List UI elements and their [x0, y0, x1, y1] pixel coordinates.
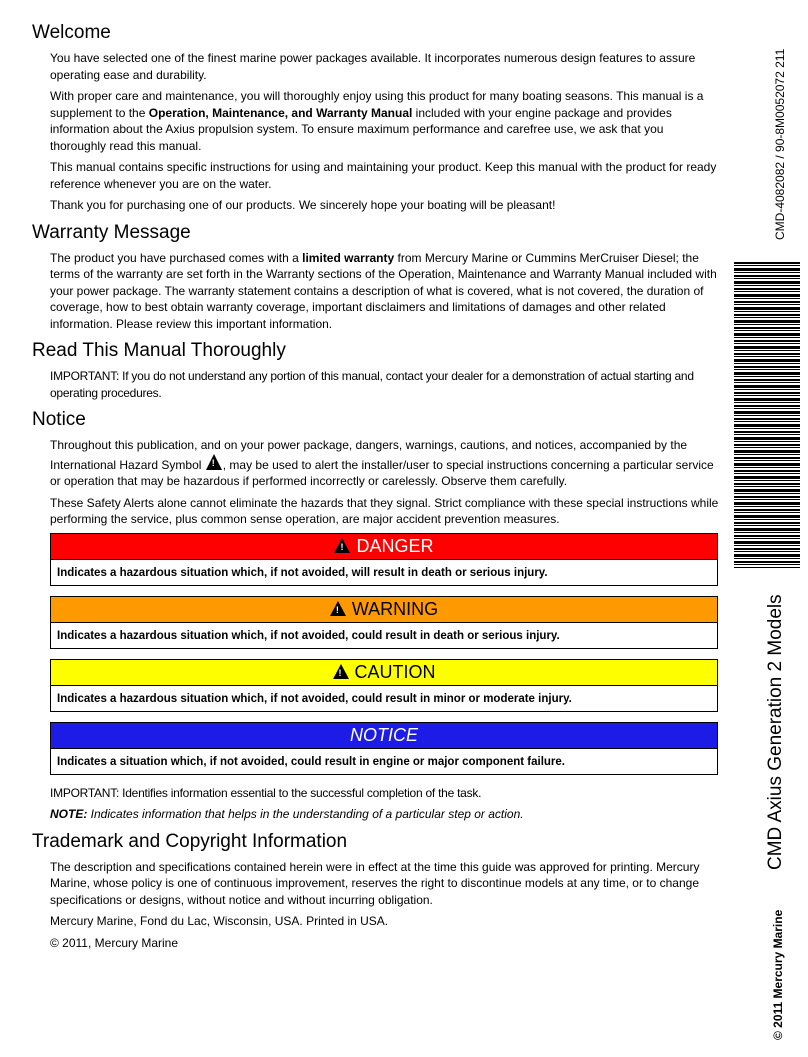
warning-triangle-icon [334, 538, 350, 553]
barcode [734, 262, 800, 568]
model-title: CMD Axius Generation 2 Models [765, 594, 786, 870]
warning-triangle-icon [330, 601, 346, 616]
danger-label: DANGER [356, 535, 434, 556]
important-definition: IMPORTANT: Identifies information essential to the successful completion of the task. [50, 785, 482, 800]
warranty-text-a: The product you have purchased comes with a [50, 250, 303, 265]
read-manual-important: IMPORTANT: If you do not understand any portion of this manual, contact your dealer for a demonstration of actual starting and operating procedures. [50, 369, 694, 400]
welcome-section [32, 22, 722, 214]
notice-section [32, 409, 722, 823]
warning-header [51, 597, 717, 623]
welcome-heading: Welcome [32, 22, 111, 43]
note-text: Indicates information that helps in the understanding of a particular step or action. [87, 807, 524, 821]
notice-box [50, 722, 718, 775]
caution-label: CAUTION [354, 661, 436, 682]
welcome-paragraph-4: Thank you for purchasing one of our products. We sincerely hope your boating will be pleasant! [50, 198, 556, 212]
warranty-paragraph [50, 250, 720, 333]
note-definition [50, 806, 720, 823]
page-content [32, 22, 722, 959]
trademark-paragraph-1: The description and specifications contained herein were in effect at the time this guide was approved for printing. Mercury Marine, whose policy is one of continuous improvement, reserves the right to discontinue models at any time, or to change specifications or designs, without notice and without incurring obligation. [50, 859, 700, 907]
hazard-symbol-icon [206, 454, 222, 470]
limited-warranty-text: limited warranty [302, 250, 395, 265]
trademark-section [32, 831, 722, 952]
warning-label: WARNING [351, 598, 439, 619]
notice-description: Indicates a situation which, if not avoided, could result in engine or major component failure. [57, 755, 565, 768]
warning-box [50, 596, 718, 649]
document-id: CMD-4082082 / 90-8M0052072 211 [773, 48, 787, 240]
trademark-paragraph-3: © 2011, Mercury Marine [50, 935, 178, 950]
trademark-paragraph-2: Mercury Marine, Fond du Lac, Wisconsin, USA. Printed in USA. [50, 914, 389, 928]
warranty-heading: Warranty Message [32, 221, 191, 243]
notice-paragraph-1 [50, 437, 720, 490]
sidebar-copyright: © 2011 Mercury Marine [771, 909, 785, 1040]
notice-box-header: NOTICE [51, 723, 717, 749]
note-prefix: NOTE: [50, 807, 88, 821]
caution-header [51, 660, 717, 686]
caution-description: Indicates a hazardous situation which, if not avoided, could result in minor or moderate injury. [57, 692, 572, 705]
caution-box [50, 659, 718, 712]
welcome-paragraph-1: You have selected one of the finest marine power packages available. It incorporates numerous design features to assure operating ease and durability. [50, 51, 696, 82]
welcome-paragraph-2 [50, 88, 720, 154]
read-manual-section [32, 340, 722, 401]
welcome-p2-text-c: included with your engine package and provides information about the Axius propulsion system. To ensure maximum performance and carefree use, we ask that you thoroughly read this manual. [50, 105, 672, 153]
notice-text-a: Throughout this publication, and on your power package, dangers, warnings, cautions, and notices, accompanied by the International Hazard Symbol [50, 438, 688, 472]
read-manual-heading: Read This Manual Thoroughly [32, 340, 286, 361]
warning-description: Indicates a hazardous situation which, if not avoided, could result in death or serious injury. [57, 629, 560, 642]
warranty-text-c: from Mercury Marine or Cummins MerCruiser Diesel; the terms of the warranty are set forth in the Warranty sections of the Operation, Maintenance and Warranty Manual included with your power package. The warranty statement contains a description of what is covered, what is not covered, the duration of coverage, how to best obtain warranty coverage, important disclaimers and limitations of damages and other related information. Please review this important information. [50, 250, 717, 331]
welcome-p2-text-a: With proper care and maintenance, you will thoroughly enjoy using this product for many boating seasons. This manual is a supplement to the [50, 89, 704, 120]
warranty-section [32, 222, 722, 333]
warning-triangle-icon [333, 664, 349, 679]
notice-text-b: , may be used to alert the installer/user to special instructions concerning a particular service or operation that may be hazardous if performed incorrectly or carelessly. Observe them carefully. [50, 457, 714, 488]
notice-paragraph-2: These Safety Alerts alone cannot eliminate the hazards that they signal. Strict compliance with these special instructions while performing the service, plus common sense operation, are major accident prevention measures. [50, 495, 719, 526]
notice-heading: Notice [32, 409, 86, 430]
manual-title: Operation, Maintenance, and Warranty Manual [148, 105, 413, 120]
danger-description: Indicates a hazardous situation which, if not avoided, will result in death or serious injury. [57, 566, 548, 579]
danger-box [50, 533, 718, 586]
danger-header [51, 534, 717, 560]
trademark-heading: Trademark and Copyright Information [32, 830, 348, 852]
welcome-paragraph-3: This manual contains specific instructions for using and maintaining your product. Keep this manual with the product for ready reference whenever you are on the water. [50, 160, 717, 191]
